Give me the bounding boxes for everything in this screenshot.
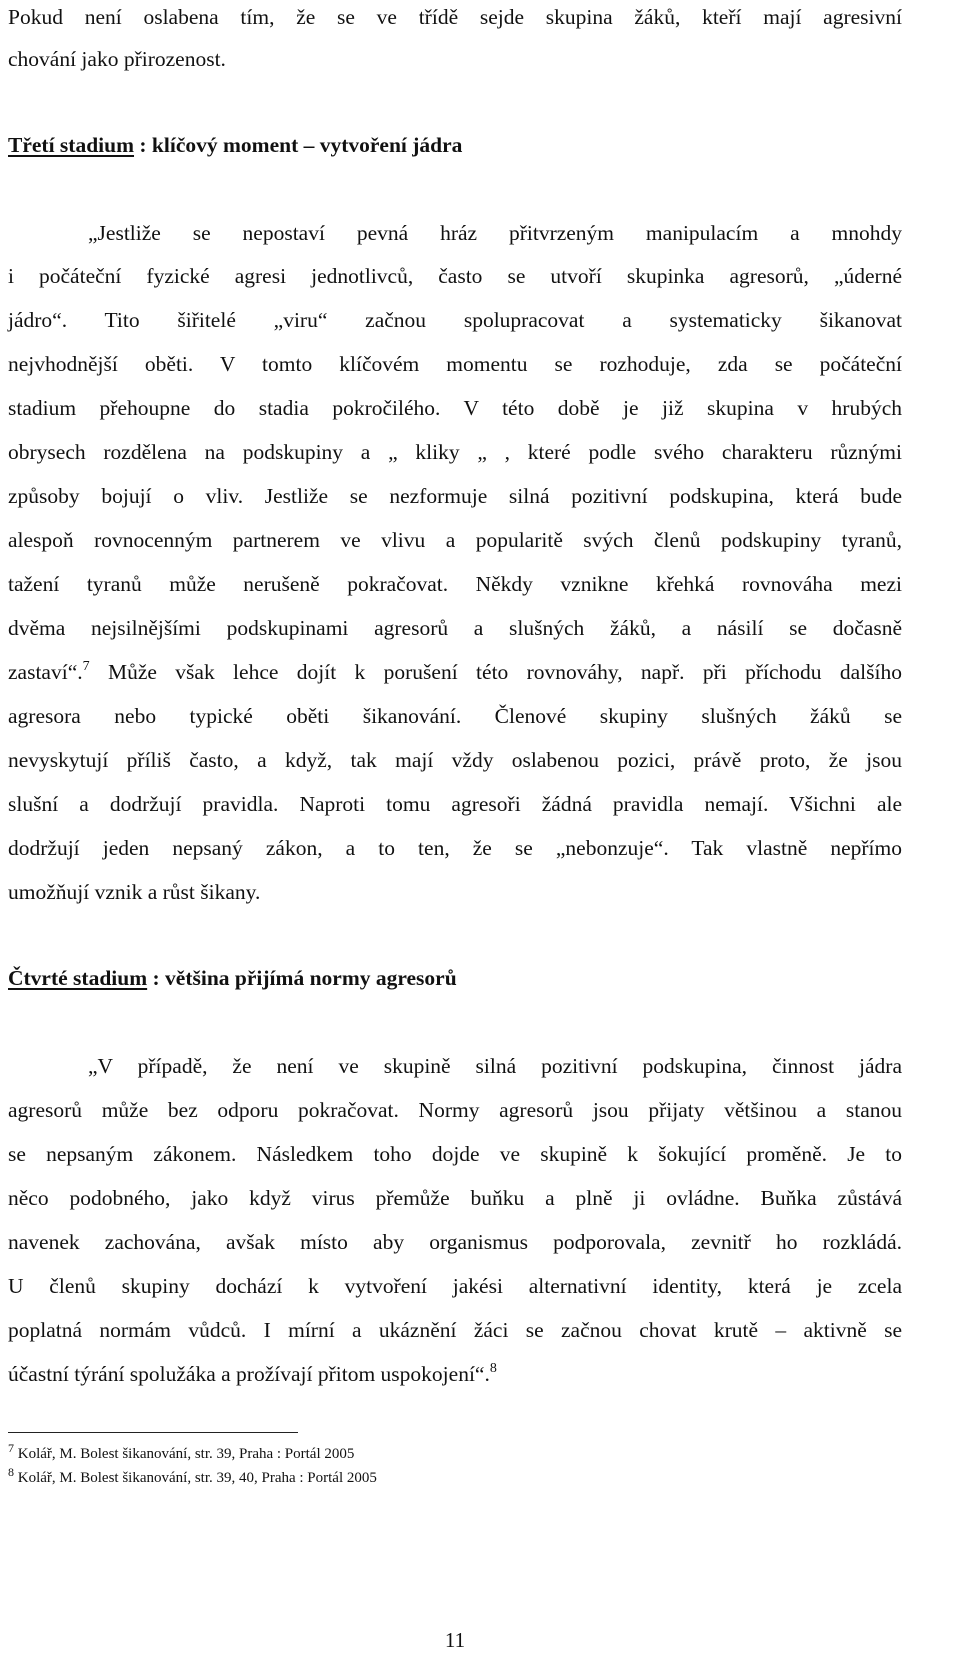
paragraph-text: zastaví“.: [8, 660, 83, 684]
paragraph-text: účastní týrání spolužáka a prožívají přitom uspokojení“.: [8, 1362, 490, 1386]
paragraph-line: tažení tyranů může nerušeně pokračovat. Někdy vznikne křehká rovnováha mezi: [8, 572, 902, 596]
footnote-separator: [8, 1432, 298, 1433]
section-heading-stage4: [8, 964, 457, 992]
footnote-7: [8, 1441, 355, 1464]
paragraph-line: navenek zachována, avšak místo aby organismus podporovala, zevnitř ho rozkládá.: [8, 1230, 902, 1254]
paragraph-line: i počáteční fyzické agresi jednotlivců, často se utvoří skupinka agresorů, „úderné: [8, 264, 902, 288]
paragraph-line: alespoň rovnocenným partnerem ve vlivu a popularitě svých členů podskupiny tyranů,: [8, 528, 902, 552]
paragraph-line: nevyskytují příliš často, a když, tak mají vždy oslabenou pozici, právě proto, že jsou: [8, 748, 902, 772]
paragraph-line: obrysech rozdělena na podskupiny a „ kliky „ , které podle svého charakteru různými: [8, 440, 902, 464]
paragraph-line: dvěma nejsilnějšími podskupinami agresorů a slušných žáků, a násilí se dočasně: [8, 616, 902, 640]
paragraph-line: „Jestliže se nepostaví pevná hráz přitvrzeným manipulacím a mnohdy: [88, 221, 902, 245]
paragraph-line: nejvhodnější oběti. V tomto klíčovém momentu se rozhoduje, zda se počáteční: [8, 352, 902, 376]
intro-line: Pokud není oslabena tím, že se ve třídě sejde skupina žáků, kteří mají agresivní: [8, 5, 902, 29]
paragraph-line: způsoby bojují o vliv. Jestliže se nezformuje silná pozitivní podskupina, která bude: [8, 484, 902, 508]
paragraph-line: poplatná normám vůdců. I mírní a ukáznění žáci se začnou chovat krutě – aktivně se: [8, 1318, 902, 1342]
section-heading-underlined: Třetí stadium: [8, 133, 135, 157]
paragraph-line: agresorů může bez odporu pokračovat. Normy agresorů jsou přijaty většinou a stanou: [8, 1098, 902, 1122]
paragraph-line: umožňují vznik a růst šikany.: [8, 880, 261, 904]
paragraph-line: agresora nebo typické oběti šikanování. Členové skupiny slušných žáků se: [8, 704, 902, 728]
footnote-8: [8, 1465, 377, 1488]
paragraph-text: Může však lehce dojít k porušení této rovnováhy, např. při příchodu dalšího: [89, 660, 902, 684]
section-heading-stage3: [8, 131, 462, 159]
paragraph-line: U členů skupiny dochází k vytvoření jakési alternativní identity, která je zcela: [8, 1274, 902, 1298]
section-heading-rest: : klíčový moment – vytvoření jádra: [134, 133, 463, 157]
footnote-text: Kolář, M. Bolest šikanování, str. 39, Praha : Portál 2005: [17, 1446, 355, 1462]
section-heading-rest: : většina přijímá normy agresorů: [147, 966, 457, 990]
footnote-ref-7: 7: [82, 659, 90, 674]
footnote-mark: 7: [8, 1441, 14, 1455]
paragraph-line: slušní a dodržují pravidla. Naproti tomu agresoři žádná pravidla nemají. Všichni ale: [8, 792, 902, 816]
document-page: [8, 0, 902, 1670]
paragraph-line: jádro“. Tito šiřitelé „viru“ začnou spolupracovat a systematicky šikanovat: [8, 308, 902, 332]
paragraph-line: něco podobného, jako když virus přemůže buňku a plně ji ovládne. Buňka zůstává: [8, 1186, 902, 1210]
intro-line: chování jako přirozenost.: [8, 47, 226, 71]
section-heading-underlined: Čtvrté stadium: [8, 966, 148, 990]
paragraph-line: „V případě, že není ve skupině silná pozitivní podskupina, činnost jádra: [88, 1054, 902, 1078]
paragraph-line: dodržují jeden nepsaný zákon, a to ten, že se „nebonzuje“. Tak vlastně nepřímo: [8, 836, 902, 860]
paragraph-line: stadium přehoupne do stadia pokročilého. V této době je již skupina v hrubých: [8, 396, 902, 420]
footnote-text: Kolář, M. Bolest šikanování, str. 39, 40, Praha : Portál 2005: [17, 1470, 377, 1486]
paragraph-line-with-footnote: [8, 1360, 902, 1388]
paragraph-line: se nepsaným zákonem. Následkem toho dojde ve skupině k šokující proměně. Je to: [8, 1142, 902, 1166]
footnote-mark: 8: [8, 1465, 14, 1479]
footnote-ref-8: 8: [489, 1361, 497, 1376]
paragraph-line-with-footnote: [8, 658, 902, 686]
page-number: 11: [444, 1628, 466, 1652]
